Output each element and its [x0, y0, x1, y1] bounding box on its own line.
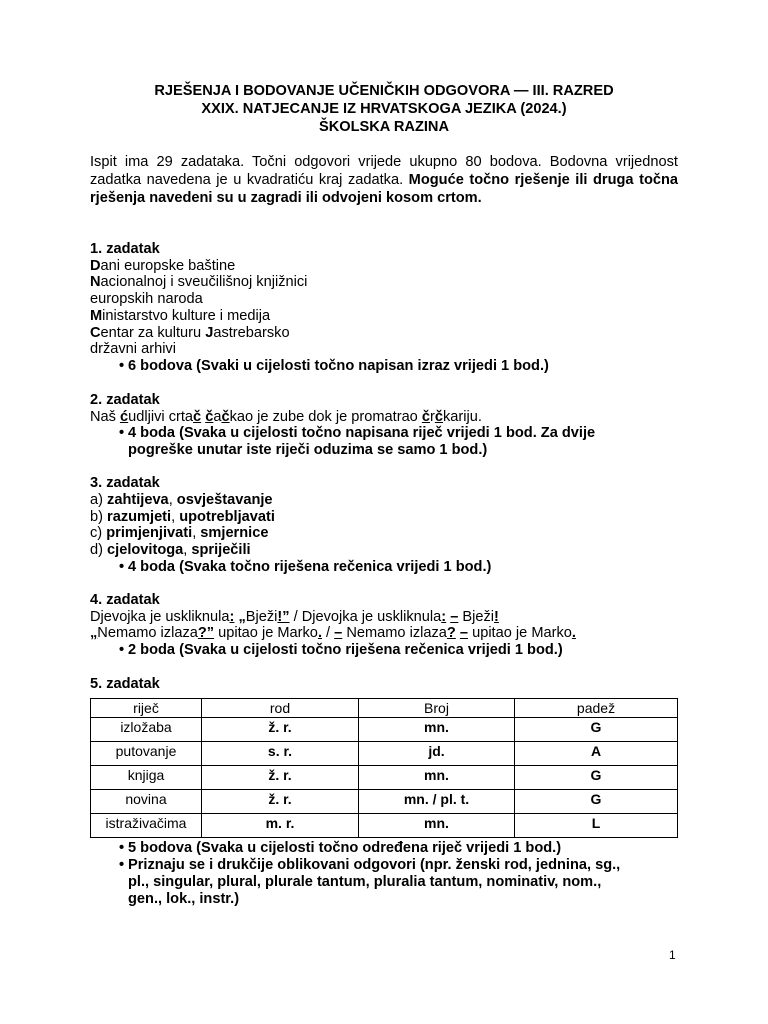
- bullet-icon: •: [119, 425, 125, 442]
- initial-letter: D: [90, 257, 101, 274]
- task-1: [90, 241, 678, 375]
- bullet-icon: •: [119, 856, 125, 873]
- table-cell: mn.: [359, 813, 515, 837]
- line-text: europskih naroda: [90, 291, 203, 308]
- table-cell: ž. r.: [202, 789, 359, 813]
- table-header-row: [91, 698, 678, 717]
- task-4: [90, 592, 678, 659]
- document-page: [90, 82, 678, 908]
- initial-letter: C: [90, 324, 101, 341]
- bullet-icon: •: [119, 641, 125, 658]
- table-cell: A: [515, 741, 678, 765]
- bullet-icon: •: [119, 558, 125, 575]
- task-4-heading: 4. zadatak: [90, 591, 160, 608]
- page-number: 1: [669, 948, 676, 962]
- task-1-line: [90, 258, 678, 275]
- task-3-scoring: [90, 559, 678, 576]
- table-row: [91, 813, 678, 837]
- scoring-text: pogreške unutar iste riječi oduzima se samo 1 bod.): [128, 442, 488, 459]
- table-cell: putovanje: [91, 741, 202, 765]
- task-4-line-1: Djevojka je uskliknula: „Bježi!” / Djevojka je uskliknula: – Bježi!: [90, 608, 499, 625]
- table-cell: ž. r.: [202, 717, 359, 741]
- table-cell: istraživačima: [91, 813, 202, 837]
- table-cell: mn. / pl. t.: [359, 789, 515, 813]
- task-4-scoring: [90, 642, 678, 659]
- table-cell: G: [515, 717, 678, 741]
- task-2: [90, 392, 678, 459]
- table-cell: s. r.: [202, 741, 359, 765]
- task-3-heading: 3. zadatak: [90, 475, 160, 492]
- task-2-sentence: Naš ćudljivi crtač čačkao je zube dok je promatrao črčkariju.: [90, 408, 482, 425]
- task-5: [90, 676, 678, 908]
- note-text: Priznaju se i drukčije oblikovani odgovori (npr. ženski rod, jednina, sg.,: [128, 856, 621, 873]
- grammar-table: [90, 698, 678, 838]
- title-line-1: RJEŠENJA I BODOVANJE UČENIČKIH ODGOVORA — III. RAZRED: [154, 83, 614, 99]
- initial-letter: J: [205, 324, 214, 341]
- intro-paragraph: [90, 153, 678, 207]
- table-cell: m. r.: [202, 813, 359, 837]
- column-header: rod: [202, 698, 359, 717]
- task-4-line-2: „Nemamo izlaza?” upitao je Marko. / – Nemamo izlaza? – upitao je Marko.: [90, 625, 576, 642]
- note-text: gen., lok., instr.): [128, 890, 240, 907]
- scoring-text: 2 boda (Svaka u cijelosti točno riješena rečenica vrijedi 1 bod.): [128, 641, 563, 658]
- scoring-text: 6 bodova (Svaki u cijelosti točno napisan izraz vrijedi 1 bod.): [128, 357, 549, 374]
- line-text: ani europske baštine: [100, 257, 236, 274]
- note-text: pl., singular, plural, plurale tantum, pluralia tantum, nominativ, nom.,: [128, 873, 602, 890]
- table-cell: jd.: [359, 741, 515, 765]
- document-title: [90, 82, 678, 136]
- line-text: astrebarsko: [213, 324, 290, 341]
- line-text: entar za kulturu: [100, 324, 206, 341]
- task-2-heading: 2. zadatak: [90, 391, 160, 408]
- table-row: [91, 765, 678, 789]
- task-5-scoring: [90, 840, 678, 857]
- task-3-item: b) razumjeti, upotrebljavati: [90, 508, 275, 525]
- task-5-heading: 5. zadatak: [90, 675, 160, 692]
- task-3: [90, 475, 678, 576]
- intro-bold-text: Moguće točno rješenje ili druga točna rješenja navedeni su u zagradi ili odvojeni kosom crtom.: [90, 172, 679, 206]
- scoring-text: 5 bodova (Svaka u cijelosti točno određena riječ vrijedi 1 bod.): [128, 839, 562, 856]
- title-line-2: XXIX. NATJECANJE IZ HRVATSKOGA JEZIKA (2024.): [201, 101, 567, 117]
- task-1-line: [90, 325, 678, 342]
- task-1-scoring: [90, 358, 678, 375]
- column-header: riječ: [91, 698, 202, 717]
- initial-letter: M: [90, 307, 103, 324]
- table-cell: G: [515, 789, 678, 813]
- scoring-text: 4 boda (Svaka točno riješena rečenica vrijedi 1 bod.): [128, 558, 492, 575]
- intro-text: Ispit ima 29 zadataka. Točni odgovori vrijede ukupno 80 bodova. Bodovna vrijednost zadatka navedena je u kvadratiću kraj zadatka.: [90, 154, 678, 188]
- bullet-icon: •: [119, 839, 125, 856]
- task-3-item: d) cjelovitoga, spriječili: [90, 542, 251, 559]
- task-1-line: državni arhivi: [90, 341, 176, 358]
- task-1-line: [90, 308, 678, 325]
- table-cell: mn.: [359, 765, 515, 789]
- task-1-heading: 1. zadatak: [90, 241, 160, 257]
- table-cell: izložaba: [91, 717, 202, 741]
- table-cell: mn.: [359, 717, 515, 741]
- task-3-item: c) primjenjivati, smjernice: [90, 525, 269, 542]
- table-cell: novina: [91, 789, 202, 813]
- title-line-3: ŠKOLSKA RAZINA: [319, 119, 449, 135]
- task-1-line: [90, 291, 678, 308]
- table-row: [91, 717, 678, 741]
- task-3-item: a) zahtijeva, osvještavanje: [90, 492, 273, 509]
- bullet-icon: •: [119, 357, 125, 374]
- table-cell: G: [515, 765, 678, 789]
- table-cell: L: [515, 813, 678, 837]
- line-text: acionalnoj i sveučilišnoj knjižnici: [100, 274, 308, 291]
- initial-letter: N: [90, 274, 101, 291]
- column-header: Broj: [359, 698, 515, 717]
- task-5-note: [90, 857, 678, 908]
- line-text: inistarstvo kulture i medija: [102, 307, 271, 324]
- table-cell: knjiga: [91, 765, 202, 789]
- table-row: [91, 789, 678, 813]
- scoring-text: 4 boda (Svaka u cijelosti točno napisana riječ vrijedi 1 bod. Za dvije: [128, 425, 596, 442]
- table-row: [91, 741, 678, 765]
- task-1-line: [90, 274, 678, 291]
- task-2-scoring: [90, 425, 678, 459]
- column-header: padež: [515, 698, 678, 717]
- table-cell: ž. r.: [202, 765, 359, 789]
